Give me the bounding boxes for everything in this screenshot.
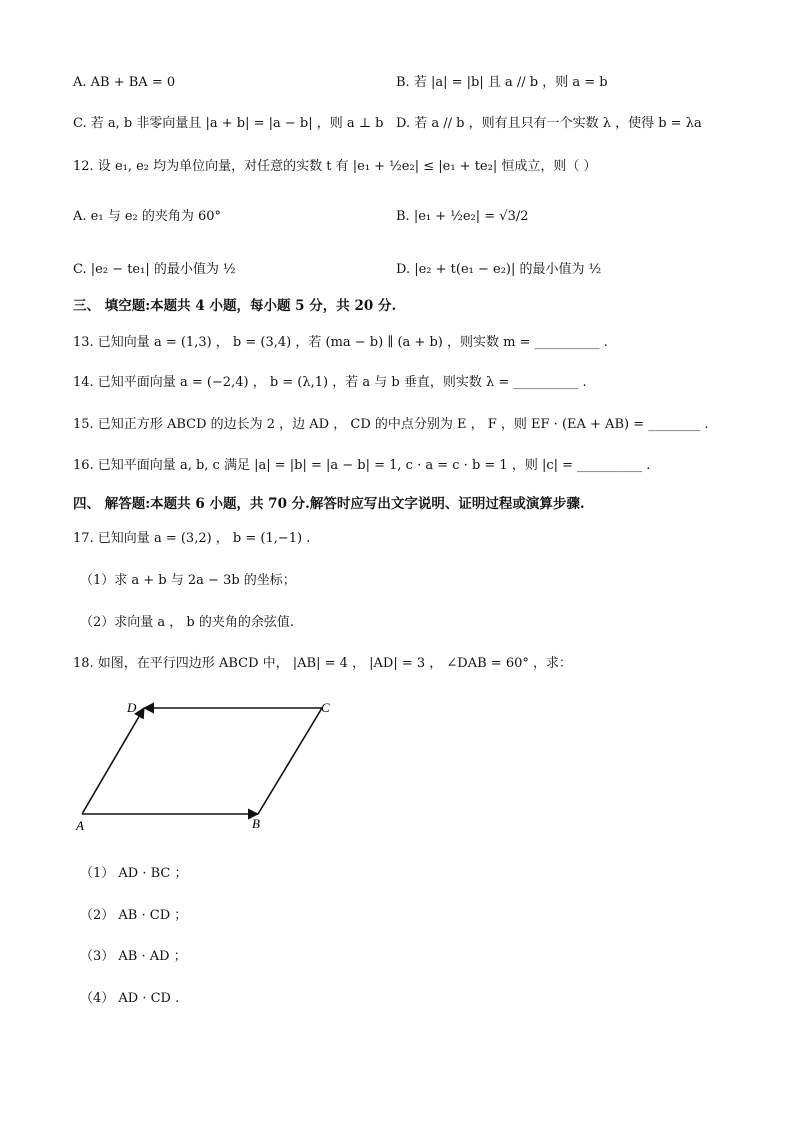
question-14: 14. 已知平面向量 a = (−2,4) ， b = (λ,1) ，若 a 与 b 垂直，则实数 λ = __________ .	[73, 375, 587, 390]
section-4-heading: 四、 解答题:本题共 6 小题，共 70 分.解答时应写出文字说明、证明过程或演算步骤.	[73, 496, 585, 512]
question-18-part-4: （4） AD · CD .	[80, 991, 180, 1006]
question-17: 17. 已知向量 a = (3,2) ， b = (1,−1) .	[73, 531, 311, 546]
q12-option-a: A. e₁ 与 e₂ 的夹角为 60°	[73, 209, 222, 224]
question-15: 15. 已知正方形 ABCD 的边长为 2 ，边 AD ， CD 的中点分别为 E ， F ，则 EF · (EA + AB) = ________ .	[73, 417, 709, 432]
question-17-part-1: （1）求 a + b 与 2a − 3b 的坐标；	[80, 573, 296, 588]
section-3-heading: 三、 填空题:本题共 4 小题，每小题 5 分，共 20 分.	[73, 298, 397, 314]
question-18-part-3: （3） AB · AD ；	[80, 949, 187, 964]
vector-ad	[82, 708, 144, 814]
question-12-stem: 12. 设 e₁, e₂ 均为单位向量，对任意的实数 t 有 |e₁ + ½e₂| ≤ |e₁ + te₂| 恒成立，则（ ）	[73, 159, 597, 174]
segment-bc	[258, 708, 322, 814]
question-18: 18. 如图，在平行四边形 ABCD 中， |AB| = 4 ， |AD| = 3 ， ∠DAB = 60° ，求：	[73, 656, 573, 671]
question-16: 16. 已知平面向量 a, b, c 满足 |a| = |b| = |a − b| = 1, c · a = c · b = 1 ，则 |c| = __________ .	[73, 458, 651, 473]
q11-option-a: A. AB + BA = 0	[73, 75, 176, 90]
q12-option-b: B. |e₁ + ½e₂| = √3/2	[396, 209, 529, 224]
q11-option-d: D. 若 a // b ，则有且只有一个实数 λ ，使得 b = λa	[396, 116, 702, 131]
vertex-label-d: D	[127, 700, 137, 715]
q12-option-d: D. |e₂ + t(e₁ − e₂)| 的最小值为 ½	[396, 262, 602, 277]
vertex-label-c: C	[321, 700, 330, 715]
vertex-label-b: B	[252, 816, 260, 831]
parallelogram-figure	[70, 696, 340, 836]
q11-option-b: B. 若 |a| = |b| 且 a // b ，则 a = b	[396, 75, 608, 90]
vertex-label-a: A	[76, 818, 84, 833]
q12-option-c: C. |e₂ − te₁| 的最小值为 ½	[73, 262, 236, 277]
q11-option-c: C. 若 a, b 非零向量且 |a + b| = |a − b| ，则 a ⊥ b	[73, 116, 384, 131]
question-13: 13. 已知向量 a = (1,3) ， b = (3,4) ，若 (ma − b) ∥ (a + b) ，则实数 m = __________ .	[73, 335, 608, 350]
question-18-part-2: （2） AB · CD ；	[80, 908, 188, 923]
question-18-part-1: （1） AD · BC ；	[80, 866, 188, 881]
question-17-part-2: （2）求向量 a ， b 的夹角的余弦值.	[80, 615, 295, 630]
